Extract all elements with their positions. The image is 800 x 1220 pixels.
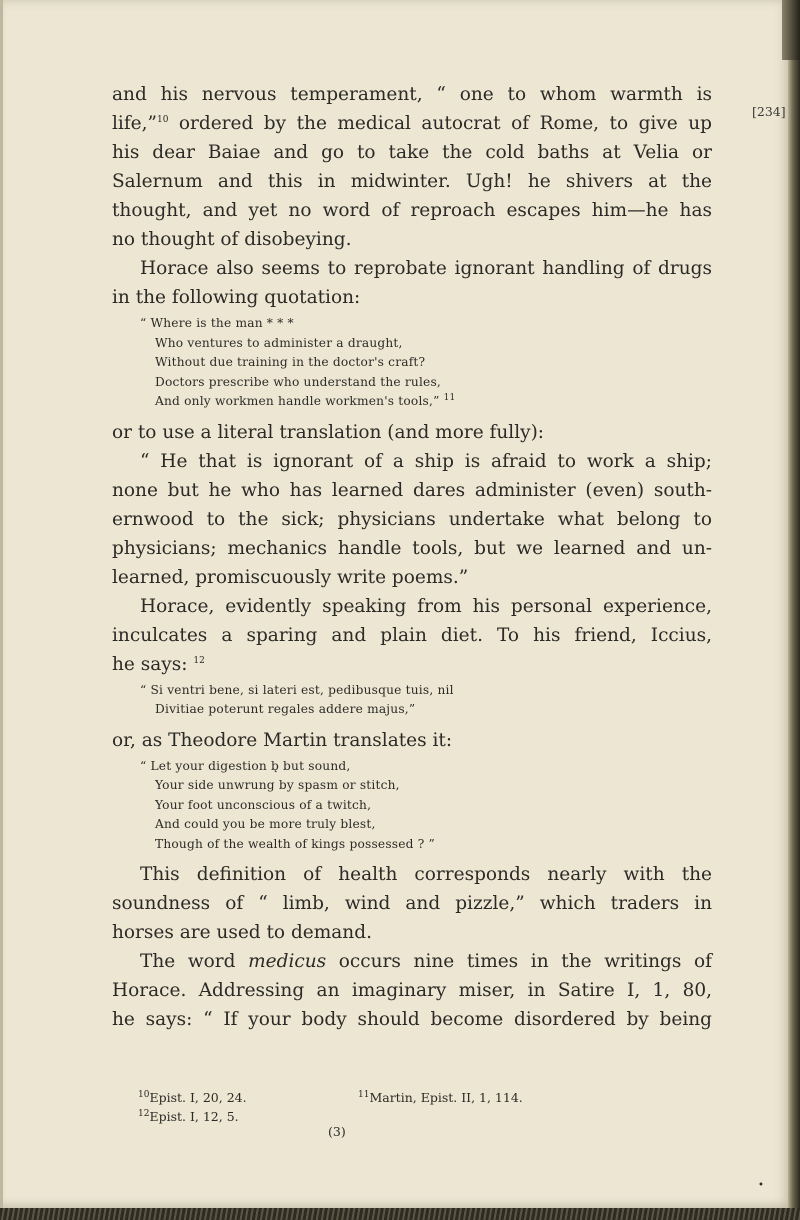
binding-top-shadow <box>782 0 800 60</box>
footnote-number: 10 <box>138 1089 150 1100</box>
footnote-text: Epist. I, 12, 5. <box>149 1109 239 1124</box>
verse-line: Divitiae poterunt regales addere majus,” <box>155 702 416 716</box>
text-line: Salernum and this in midwinter. Ugh! he shivers at the <box>112 171 712 192</box>
text-line <box>112 947 712 976</box>
latin-quote <box>140 681 712 720</box>
text-line <box>112 109 712 138</box>
text-line: thought, and yet no word of reproach escapes him—he has <box>112 200 712 221</box>
verse-line: Though of the wealth of kings possessed ? ” <box>155 836 435 851</box>
text-fragment <box>112 113 712 134</box>
footnote-10 <box>138 1088 247 1107</box>
verse-quote-1 <box>140 314 712 412</box>
text-line <box>112 225 712 254</box>
text-line: or, as Theodore Martin translates it: <box>112 729 453 751</box>
footnote-ref-11[interactable]: 11 <box>443 392 456 403</box>
verse-fragment: And only workmen handle workmen's tools,” <box>155 394 440 408</box>
text-line: learned, promiscuously write poems.” <box>112 566 469 588</box>
footnote-text: Martin, Epist. II, 1, 114. <box>369 1090 523 1105</box>
bottom-cover-band <box>0 1208 800 1220</box>
text-line: ernwood to the sick; physicians undertake what belong to <box>112 508 712 530</box>
paragraph-4 <box>112 592 712 679</box>
text-line: he says: “ If your body should become disordered by being <box>112 1009 712 1030</box>
text-line: horses are used to demand. <box>112 922 372 943</box>
text-fragment: life,” <box>112 113 157 134</box>
corner-mark: • <box>758 1180 764 1191</box>
footnote-number: 12 <box>138 1108 150 1119</box>
binding-edge <box>788 0 800 1220</box>
verse-line: Who ventures to administer a draught, <box>155 335 403 350</box>
verse-quote-2 <box>140 757 712 855</box>
footnote-text: Epist. I, 20, 24. <box>149 1090 247 1105</box>
paragraph-7 <box>112 947 712 1034</box>
footnote-ref-10-inline[interactable]: 10 <box>156 114 169 125</box>
paragraph-2 <box>112 254 712 312</box>
footnote-row <box>138 1088 698 1107</box>
footnote-ref-12[interactable]: 12 <box>193 655 205 666</box>
text-line: This definition of health corresponds nearly with the <box>140 864 712 885</box>
footnote-number: 11 <box>358 1089 370 1100</box>
text-fragment: occurs nine times in the writings of <box>326 951 713 972</box>
paragraph-6 <box>112 860 712 947</box>
margin-page-marker: [234] <box>752 104 786 119</box>
verse-line: Your foot unconscious of a twitch, <box>155 797 372 812</box>
text-line: physicians; mechanics handle tools, but we learned and un- <box>112 537 712 559</box>
page-body <box>112 80 786 1034</box>
verse-line: “ Where is the man * * * <box>140 316 294 330</box>
text-line: Horace, evidently speaking from his personal experience, <box>140 595 712 617</box>
text-line: and his nervous temperament, “ one to whom warmth is <box>112 84 712 105</box>
paragraph-5 <box>112 726 712 755</box>
text-fragment: ordered by the medical autocrat of Rome, to give up <box>168 113 712 134</box>
page-left-edge <box>0 0 3 1220</box>
text-fragment: no thought of disobeying. <box>112 229 352 250</box>
text-fragment: The word <box>140 951 249 972</box>
text-line: Horace. Addressing an imaginary miser, in Satire I, 1, 80, <box>112 980 712 1001</box>
verse-line <box>140 392 712 412</box>
footnotes <box>138 1088 698 1126</box>
paragraph-1 <box>112 80 712 254</box>
text-line: “ He that is ignorant of a ship is afraid to work a ship; <box>140 450 712 472</box>
verse-line: “ Let your digestion b̨ but sound, <box>140 758 351 773</box>
text-line: soundness of “ limb, wind and pizzle,” which traders in <box>112 893 712 914</box>
paragraph-3 <box>112 418 712 592</box>
footnote-row <box>138 1107 698 1126</box>
text-line: Horace also seems to reprobate ignorant handling of drugs <box>140 258 712 279</box>
footnote-11 <box>358 1088 523 1107</box>
verse-line: Your side unwrung by spasm or stitch, <box>155 778 400 792</box>
italic-term-medicus: medicus <box>248 951 327 972</box>
text-line: his dear Baiae and go to take the cold baths at Velia or <box>112 142 712 163</box>
text-line: none but he who has learned dares administer (even) south- <box>112 479 712 501</box>
footnote-12 <box>138 1107 239 1126</box>
verse-line: Doctors prescribe who understand the rules, <box>155 374 441 389</box>
page-number: (3) <box>328 1124 346 1139</box>
text-line: or to use a literal translation (and more fully): <box>112 421 545 443</box>
verse-line: Without due training in the doctor's craft? <box>155 355 426 369</box>
text-fragment: he says: <box>112 653 188 675</box>
text-line: in the following quotation: <box>112 287 361 308</box>
verse-line: “ Si ventri bene, si lateri est, pedibusque tuis, nil <box>140 682 454 697</box>
text-line <box>112 650 712 679</box>
verse-line: And could you be more truly blest, <box>155 817 376 831</box>
text-line: inculcates a sparing and plain diet. To his friend, Iccius, <box>112 624 712 646</box>
